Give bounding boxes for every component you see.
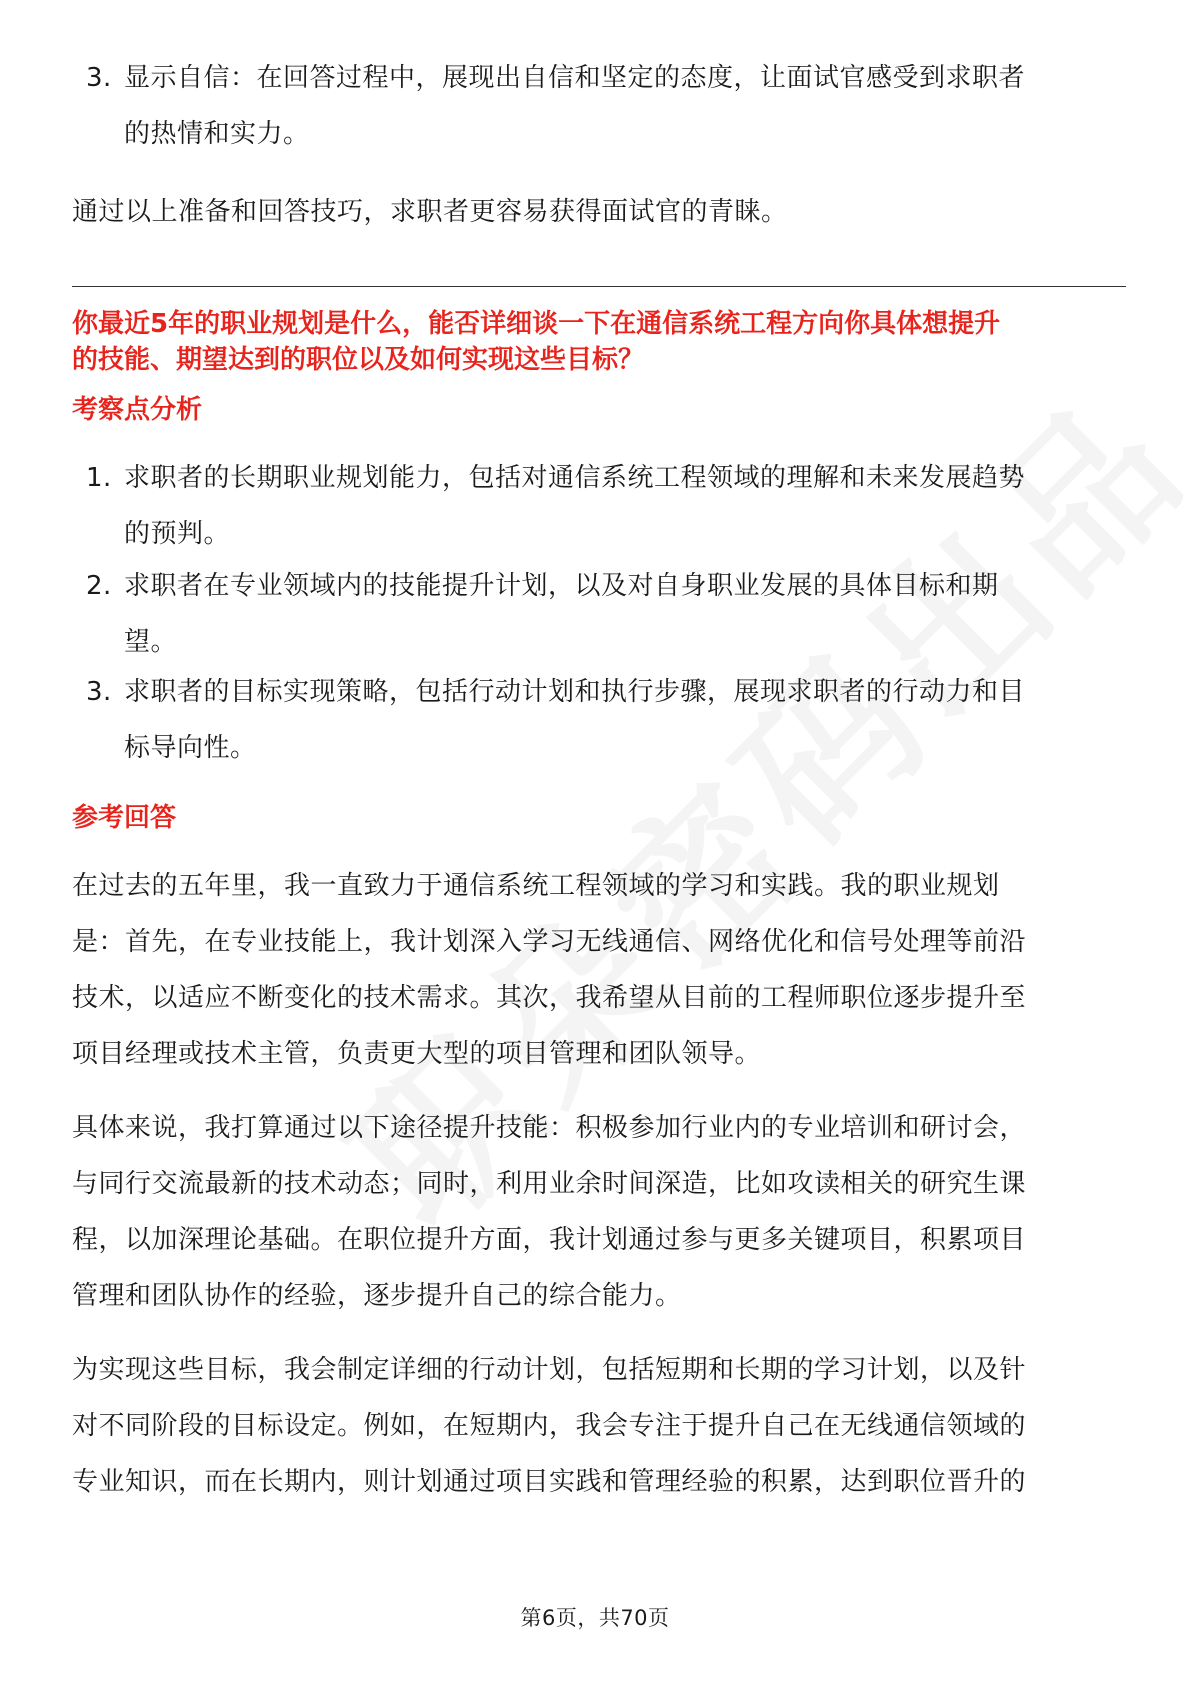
list-line: 显示自信：在回答过程中，展现出自信和坚定的态度，让面试官感受到求职者 xyxy=(124,63,1026,93)
list-number: 3. xyxy=(86,677,112,707)
list-line: 求职者在专业领域内的技能提升计划，以及对自身职业发展的具体目标和期 xyxy=(124,571,999,601)
list-item xyxy=(72,50,1180,162)
paragraph-line: 为实现这些目标，我会制定详细的行动计划，包括短期和长期的学习计划，以及针 xyxy=(72,1355,1027,1385)
answer-heading: 参考回答 xyxy=(72,803,177,833)
section-divider xyxy=(72,286,1126,287)
answer-paragraph xyxy=(72,858,1128,1082)
paragraph-line: 程，以加深理论基础。在职位提升方面，我计划通过参与更多关键项目，积累项目 xyxy=(72,1225,1027,1255)
summary-paragraph: 通过以上准备和回答技巧，求职者更容易获得面试官的青睐。 xyxy=(72,197,788,227)
paragraph-line: 具体来说，我打算通过以下途径提升技能：积极参加行业内的专业培训和研讨会， xyxy=(72,1113,1027,1143)
list-line: 的预判。 xyxy=(124,519,231,549)
paragraph-line: 管理和团队协作的经验，逐步提升自己的综合能力。 xyxy=(72,1281,682,1311)
page-number-footer: 第6页，共70页 xyxy=(520,1606,670,1630)
list-item xyxy=(72,558,1180,670)
question-heading xyxy=(72,306,1128,378)
paragraph-line: 是：首先，在专业技能上，我计划深入学习无线通信、网络优化和信号处理等前沿 xyxy=(72,927,1027,957)
list-line: 标导向性。 xyxy=(124,733,257,763)
paragraph-line: 技术，以适应不断变化的技术需求。其次，我希望从目前的工程师职位逐步提升至 xyxy=(72,983,1027,1013)
paragraph-line: 对不同阶段的目标设定。例如，在短期内，我会专注于提升自己在无线通信领域的 xyxy=(72,1411,1027,1441)
question-line: 的技能、期望达到的职位以及如何实现这些目标？ xyxy=(72,345,645,375)
paragraph-line: 在过去的五年里，我一直致力于通信系统工程领域的学习和实践。我的职业规划 xyxy=(72,871,1000,901)
analysis-heading: 考察点分析 xyxy=(72,395,203,425)
list-number: 2. xyxy=(86,571,112,601)
paragraph-line: 与同行交流最新的技术动态；同时，利用业余时间深造，比如攻读相关的研究生课 xyxy=(72,1169,1027,1199)
paragraph-line: 项目经理或技术主管，负责更大型的项目管理和团队领导。 xyxy=(72,1039,762,1069)
question-line: 你最近5年的职业规划是什么，能否详细谈一下在通信系统工程方向你具体想提升 xyxy=(72,309,1001,339)
list-item xyxy=(72,450,1180,562)
paragraph-line: 专业知识，而在长期内，则计划通过项目实践和管理经验的积累，达到职位晋升的 xyxy=(72,1467,1027,1497)
list-line: 求职者的长期职业规划能力，包括对通信系统工程领域的理解和未来发展趋势 xyxy=(124,463,1026,493)
list-line: 的热情和实力。 xyxy=(124,119,310,149)
answer-paragraph xyxy=(72,1100,1128,1324)
list-item xyxy=(72,664,1180,776)
list-number: 3. xyxy=(86,63,112,93)
answer-paragraph xyxy=(72,1342,1128,1510)
list-line: 望。 xyxy=(124,627,178,657)
list-line: 求职者的目标实现策略，包括行动计划和执行步骤，展现求职者的行动力和目 xyxy=(124,677,1026,707)
list-number: 1. xyxy=(86,463,112,493)
